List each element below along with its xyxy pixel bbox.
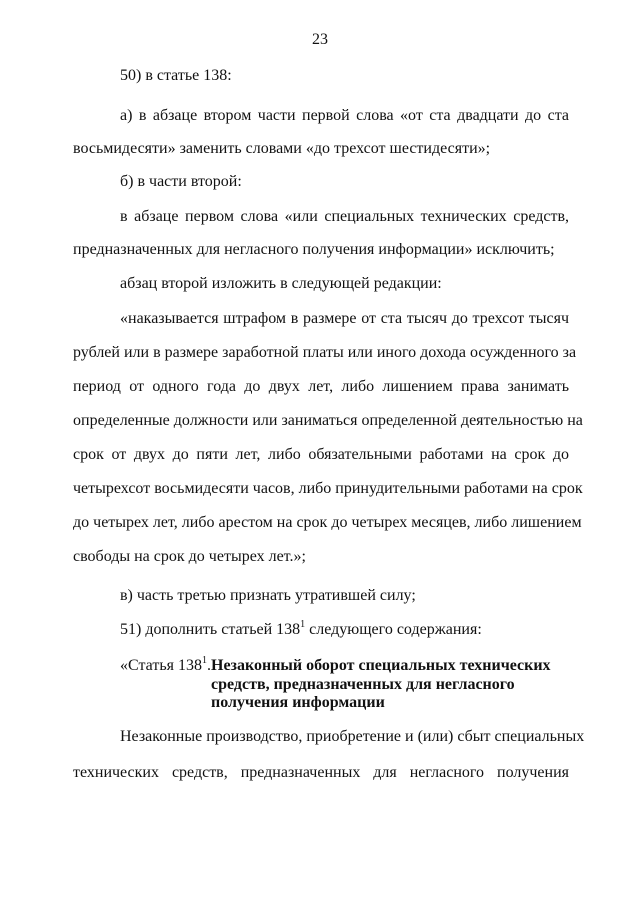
quote-line-1: «наказывается штрафом в размере от ста тысяч до трехсот тысяч <box>120 310 569 327</box>
quote-line-4: определенные должности или заниматься определенной деятельностью на <box>73 412 583 429</box>
item-51-tail: следующего содержания: <box>305 621 482 638</box>
paragraph-1-line-1: в абзаце первом слова «или специальных технических средств, <box>120 208 569 225</box>
item-50a-line-2: восьмидесяти» заменить словами «до трехсот шестидесяти»; <box>73 140 491 157</box>
item-50a-line-1: а) в абзаце втором части первой слова «от ста двадцати до ста <box>120 107 569 124</box>
article-prefix-text: «Статья 138 <box>120 657 202 674</box>
item-50b-heading: б) в части второй: <box>120 173 242 190</box>
item-51-text: 51) дополнить статьей 138 <box>120 621 301 638</box>
paragraph-1-line-2: предназначенных для негласного получения информации» исключить; <box>73 241 555 258</box>
article-prefix <box>120 656 211 676</box>
article-body-line-1: Незаконные производство, приобретение и (или) сбыт специальных <box>120 728 585 745</box>
paragraph-2-intro: абзац второй изложить в следующей редакции: <box>120 275 442 292</box>
article-prefix-sup: 1 <box>201 654 207 666</box>
article-body-line-2: технических средств, предназначенных для негласного получения <box>73 764 569 781</box>
item-50v: в) часть третью признать утратившей силу; <box>120 587 416 604</box>
quote-line-7: до четырех лет, либо арестом на срок до четырех месяцев, либо лишением <box>73 514 582 531</box>
item-50-heading: 50) в статье 138: <box>120 67 232 84</box>
article-title-line-1: Незаконный оборот специальных технических <box>211 657 551 674</box>
quote-line-2: рублей или в размере заработной платы или иного дохода осужденного за <box>73 344 577 361</box>
item-51-sup: 1 <box>300 618 306 630</box>
page-number: 23 <box>312 31 328 48</box>
quote-line-6: четырехсот восьмидесяти часов, либо принудительными работами на срок <box>73 480 583 497</box>
item-51 <box>120 620 482 640</box>
article-title-line-3: получения информации <box>211 694 385 711</box>
article-title-line-2: средств, предназначенных для негласного <box>211 676 515 693</box>
quote-line-8: свободы на срок до четырех лет.»; <box>73 548 306 565</box>
quote-line-3: период от одного года до двух лет, либо лишением права занимать <box>73 378 569 395</box>
quote-line-5: срок от двух до пяти лет, либо обязательными работами на срок до <box>73 446 569 463</box>
article-prefix-dot: . <box>206 657 211 674</box>
